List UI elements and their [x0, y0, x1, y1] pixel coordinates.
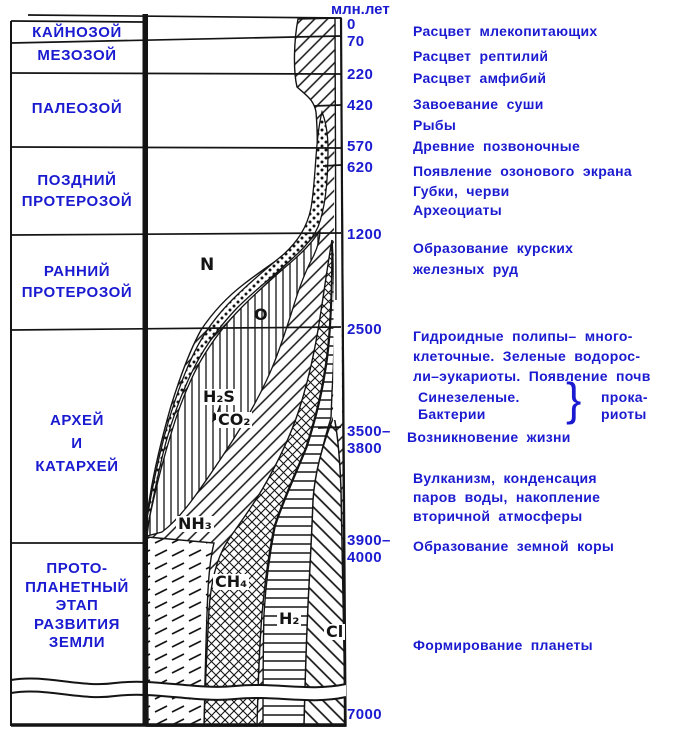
event-line: Археоциаты: [413, 202, 503, 218]
prokaryote-label: [601, 389, 648, 423]
event-amphibians: [413, 70, 546, 86]
era-label-line: РАЗВИТИЯ: [33, 615, 121, 633]
era-label-line: МЕЗОЗОЙ: [37, 47, 117, 64]
era-label-line: РАННИЙ: [43, 263, 111, 280]
event-line: прока-: [601, 389, 648, 405]
event-iron-ores: [413, 238, 573, 280]
tick-label-1200: [347, 226, 382, 243]
tick-value: 4000: [347, 549, 382, 566]
event-land: [413, 96, 544, 112]
era-rannii-proterozoi: [11, 261, 143, 303]
event-ozone-sponges: [413, 162, 632, 221]
era-label-line: КАЙНОЗОЙ: [32, 24, 122, 41]
event-vertebrates: [413, 138, 580, 154]
event-planet-formation: [413, 637, 593, 653]
gas-label-h2s: H₂S: [203, 387, 235, 406]
tick-label-420: [347, 97, 373, 114]
tick-value: 2500: [347, 321, 382, 338]
era-label-line: ЗЕМЛИ: [48, 634, 106, 651]
event-line: Возникновение жизни: [407, 429, 571, 445]
tick-label-620: [347, 159, 373, 176]
era-label-line: ПЛАНЕТНЫЙ: [25, 578, 129, 596]
event-line: риоты: [601, 406, 647, 422]
tick-label-3500-3800: [347, 423, 391, 457]
table-top-border: [11, 21, 143, 22]
event-line: Гидроидные полипы– много-: [413, 328, 633, 344]
event-line: Расцвет млекопитающих: [413, 23, 598, 39]
event-line: Завоевание суши: [413, 96, 544, 112]
tick-value: 3800: [347, 440, 382, 457]
tick-420: [314, 105, 341, 106]
tick-value: 1200: [347, 226, 382, 243]
event-reptiles: [413, 48, 548, 64]
gas-label-nh3: NH₃: [178, 514, 212, 533]
tick-value: 7000: [347, 706, 382, 723]
tick-label-220: [347, 66, 373, 83]
event-line: Образование земной коры: [413, 538, 615, 554]
tick-value: 220: [347, 66, 374, 83]
era-protoplanetnyi: [11, 560, 143, 653]
era-label-line: ПОЗДНИЙ: [37, 172, 117, 189]
tick-value: 0: [347, 16, 356, 33]
gas-label-co2: CO₂: [218, 410, 251, 429]
era-pozdnii-proterozoi: [11, 170, 143, 212]
event-line: паров воды, накопление: [413, 489, 601, 505]
event-line: Древние позвоночные: [413, 138, 581, 154]
tick-3500-3800: [318, 427, 341, 428]
tick-label-570: [347, 138, 373, 155]
era-kainozoi: [11, 24, 143, 41]
era-label-line: ПРОТО-: [46, 560, 108, 577]
table-chart-divider: [143, 14, 149, 726]
event-fish: [413, 117, 456, 133]
event-line: клеточные. Зеленые водорос-: [413, 348, 641, 364]
event-multicellular: [413, 326, 651, 386]
prokaryote-group: [418, 389, 520, 423]
tick-620: [323, 165, 341, 166]
tick-value: 70: [347, 33, 365, 50]
event-line: Вулканизм, конденсация: [413, 470, 597, 486]
event-line: Расцвет амфибий: [413, 70, 547, 86]
gas-label-n: N: [200, 255, 215, 275]
era-label-line: ПРОТЕРОЗОЙ: [21, 193, 133, 210]
event-line: Синезеленые.: [418, 389, 520, 405]
era-label-line: КАТАРХЕЙ: [35, 458, 119, 475]
era-label-line: ПАЛЕОЗОЙ: [31, 100, 123, 117]
era-label-line: ЭТАП: [55, 597, 99, 614]
event-volcanism: [413, 469, 600, 526]
tick-label-7000: [347, 706, 382, 723]
tick-label-2500: [347, 321, 382, 338]
tick-label-70: [347, 33, 365, 50]
tick-label-0: [347, 16, 356, 33]
chart-top-border: [28, 15, 341, 18]
tick-label-3900-4000: [347, 532, 391, 566]
era-paleozoi: [11, 100, 143, 117]
event-origin-of-life: [407, 429, 571, 445]
prokaryote-brace: }: [566, 373, 582, 425]
event-crust-formation: [413, 538, 614, 554]
era-mezozoi: [11, 47, 143, 64]
event-line: Расцвет рептилий: [413, 48, 549, 64]
tick-value: 420: [347, 97, 374, 114]
time-axis-unit: млн.лет: [331, 1, 390, 18]
event-line: Бактерии: [418, 406, 486, 422]
gas-label-ch4: CH₄: [215, 572, 248, 591]
gas-label-o: O: [254, 305, 268, 324]
era-label-line: АРХЕЙ: [49, 412, 105, 429]
event-line: Образование курских: [413, 240, 574, 256]
era-label-line: И: [71, 435, 83, 452]
event-mammals: [413, 23, 598, 39]
era-arhei-katarhei: [11, 409, 143, 478]
event-line: Губки, черви: [413, 182, 510, 199]
tick-value: 620: [347, 159, 374, 176]
gas-label-cl: Cl: [326, 622, 344, 641]
event-line: Появление озонового экрана: [413, 163, 632, 179]
tick-value: 570: [347, 138, 374, 155]
era-label-line: ПРОТЕРОЗОЙ: [21, 284, 133, 301]
event-line: Формирование планеты: [413, 637, 593, 653]
tick-value: 3500–: [347, 423, 391, 440]
gas-label-h2: H₂: [279, 609, 300, 628]
event-line: ли–эукариоты. Появление почв: [413, 368, 651, 384]
event-line: железных руд: [413, 261, 519, 277]
event-line: вторичной атмосферы: [413, 508, 583, 524]
tick-value: 3900–: [347, 532, 391, 549]
event-line: Рыбы: [413, 117, 457, 133]
